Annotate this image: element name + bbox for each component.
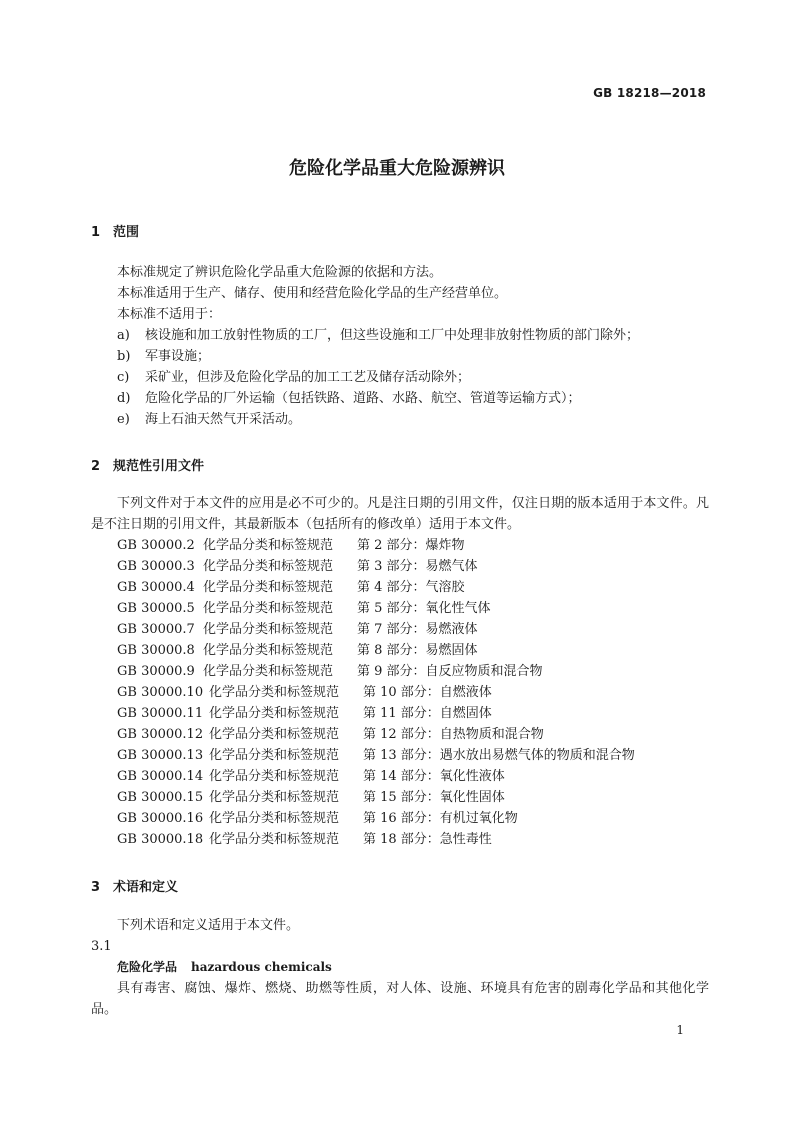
reference-part: 第 9 部分：自反应物质和混合物 — [357, 664, 543, 679]
reference-row — [91, 808, 709, 829]
reference-title: 化学品分类和标签规范 — [209, 706, 340, 721]
list-text: 军事设施； — [145, 349, 211, 364]
section-1-body — [91, 262, 709, 430]
reference-code: GB 30000.7 — [117, 622, 195, 637]
reference-row — [91, 703, 709, 724]
paragraph: 本标准适用于生产、储存、使用和经营危险化学品的生产经营单位。 — [117, 286, 508, 301]
reference-row — [91, 577, 709, 598]
reference-row — [91, 745, 709, 766]
reference-title: 化学品分类和标签规范 — [209, 811, 340, 826]
reference-row — [91, 787, 709, 808]
section-number: 2 — [91, 459, 101, 474]
section-title: 术语和定义 — [113, 880, 179, 895]
term-definition: 具有毒害、腐蚀、爆炸、燃烧、助燃等性质，对人体、设施、环境具有危害的剧毒化学品和其他化学品。 — [91, 981, 709, 1017]
reference-part: 第 8 部分：易燃固体 — [357, 643, 478, 658]
reference-code: GB 30000.18 — [117, 832, 204, 847]
section-3-heading — [91, 876, 178, 895]
list-item — [91, 346, 709, 367]
section-number: 1 — [91, 225, 101, 240]
reference-code: GB 30000.16 — [117, 811, 204, 826]
reference-title: 化学品分类和标签规范 — [209, 685, 340, 700]
reference-row — [91, 598, 709, 619]
list-text: 海上石油天然气开采活动。 — [145, 412, 302, 427]
reference-code: GB 30000.8 — [117, 643, 195, 658]
reference-part: 第 12 部分：自热物质和混合物 — [363, 727, 544, 742]
reference-row — [91, 619, 709, 640]
page-number: 1 — [676, 1023, 684, 1037]
section-2-heading — [91, 455, 204, 474]
reference-title: 化学品分类和标签规范 — [203, 559, 334, 574]
reference-part: 第 13 部分：遇水放出易燃气体的物质和混合物 — [363, 748, 635, 763]
paragraph: 下列文件对于本文件的应用是必不可少的。凡是注日期的引用文件，仅注日期的版本适用于本文件。凡是不注日期的引用文件，其最新版本（包括所有的修改单）适用于本文件。 — [91, 496, 709, 532]
reference-part: 第 18 部分：急性毒性 — [363, 832, 492, 847]
reference-row — [91, 535, 709, 556]
list-label: c) — [117, 370, 130, 385]
reference-part: 第 15 部分：氧化性固体 — [363, 790, 505, 805]
list-label: e) — [117, 412, 130, 427]
section-2-body — [91, 493, 709, 850]
reference-row — [91, 556, 709, 577]
reference-part: 第 2 部分：爆炸物 — [357, 538, 465, 553]
reference-code: GB 30000.2 — [117, 538, 195, 553]
reference-code: GB 30000.11 — [117, 706, 204, 721]
reference-code: GB 30000.14 — [117, 769, 204, 784]
section-title: 规范性引用文件 — [113, 459, 205, 474]
list-label: d) — [117, 391, 131, 406]
reference-row — [91, 682, 709, 703]
reference-part: 第 3 部分：易燃气体 — [357, 559, 478, 574]
reference-row — [91, 766, 709, 787]
list-item — [91, 325, 709, 346]
reference-title: 化学品分类和标签规范 — [203, 538, 334, 553]
reference-part: 第 16 部分：有机过氧化物 — [363, 811, 518, 826]
list-item — [91, 409, 709, 430]
reference-code: GB 30000.10 — [117, 685, 204, 700]
reference-code: GB 30000.5 — [117, 601, 195, 616]
section-1-heading — [91, 221, 139, 240]
paragraph: 下列术语和定义适用于本文件。 — [117, 918, 300, 933]
reference-title: 化学品分类和标签规范 — [209, 769, 340, 784]
term-chinese: 危险化学品 — [117, 960, 178, 974]
reference-part: 第 7 部分：易燃液体 — [357, 622, 478, 637]
reference-title: 化学品分类和标签规范 — [209, 748, 340, 763]
section-3-body — [91, 915, 709, 1020]
reference-row — [91, 661, 709, 682]
reference-part: 第 4 部分：气溶胶 — [357, 580, 465, 595]
standard-number: GB 18218—2018 — [593, 86, 706, 100]
reference-title: 化学品分类和标签规范 — [203, 664, 334, 679]
section-number: 3 — [91, 880, 101, 895]
reference-row — [91, 829, 709, 850]
reference-code: GB 30000.13 — [117, 748, 204, 763]
reference-part: 第 5 部分：氧化性气体 — [357, 601, 491, 616]
reference-title: 化学品分类和标签规范 — [203, 622, 334, 637]
page-title: 危险化学品重大危险源辨识 — [289, 158, 505, 179]
reference-part: 第 10 部分：自燃液体 — [363, 685, 492, 700]
reference-title: 化学品分类和标签规范 — [209, 727, 340, 742]
reference-title: 化学品分类和标签规范 — [203, 580, 334, 595]
reference-title: 化学品分类和标签规范 — [203, 643, 334, 658]
reference-code: GB 30000.3 — [117, 559, 195, 574]
list-text: 危险化学品的厂外运输（包括铁路、道路、水路、航空、管道等运输方式）； — [145, 391, 581, 406]
term-number: 3.1 — [91, 939, 112, 954]
list-text: 核设施和加工放射性物质的工厂，但这些设施和工厂中处理非放射性物质的部门除外； — [145, 328, 640, 343]
term-english: hazardous chemicals — [191, 960, 332, 974]
list-label: a) — [117, 328, 130, 343]
reference-title: 化学品分类和标签规范 — [203, 601, 334, 616]
reference-row — [91, 724, 709, 745]
term-entry — [91, 957, 709, 978]
list-item — [91, 388, 709, 409]
list-text: 采矿业，但涉及危险化学品的加工工艺及储存活动除外； — [145, 370, 471, 385]
list-item — [91, 367, 709, 388]
reference-title: 化学品分类和标签规范 — [209, 790, 340, 805]
section-title: 范围 — [113, 225, 140, 240]
paragraph: 本标准规定了辨识危险化学品重大危险源的依据和方法。 — [117, 265, 443, 280]
reference-part: 第 11 部分：自燃固体 — [363, 706, 492, 721]
reference-code: GB 30000.15 — [117, 790, 204, 805]
reference-part: 第 14 部分：氧化性液体 — [363, 769, 505, 784]
list-label: b) — [117, 349, 131, 364]
reference-row — [91, 640, 709, 661]
paragraph: 本标准不适用于： — [117, 307, 222, 322]
reference-code: GB 30000.4 — [117, 580, 195, 595]
reference-code: GB 30000.9 — [117, 664, 195, 679]
reference-title: 化学品分类和标签规范 — [209, 832, 340, 847]
reference-code: GB 30000.12 — [117, 727, 204, 742]
